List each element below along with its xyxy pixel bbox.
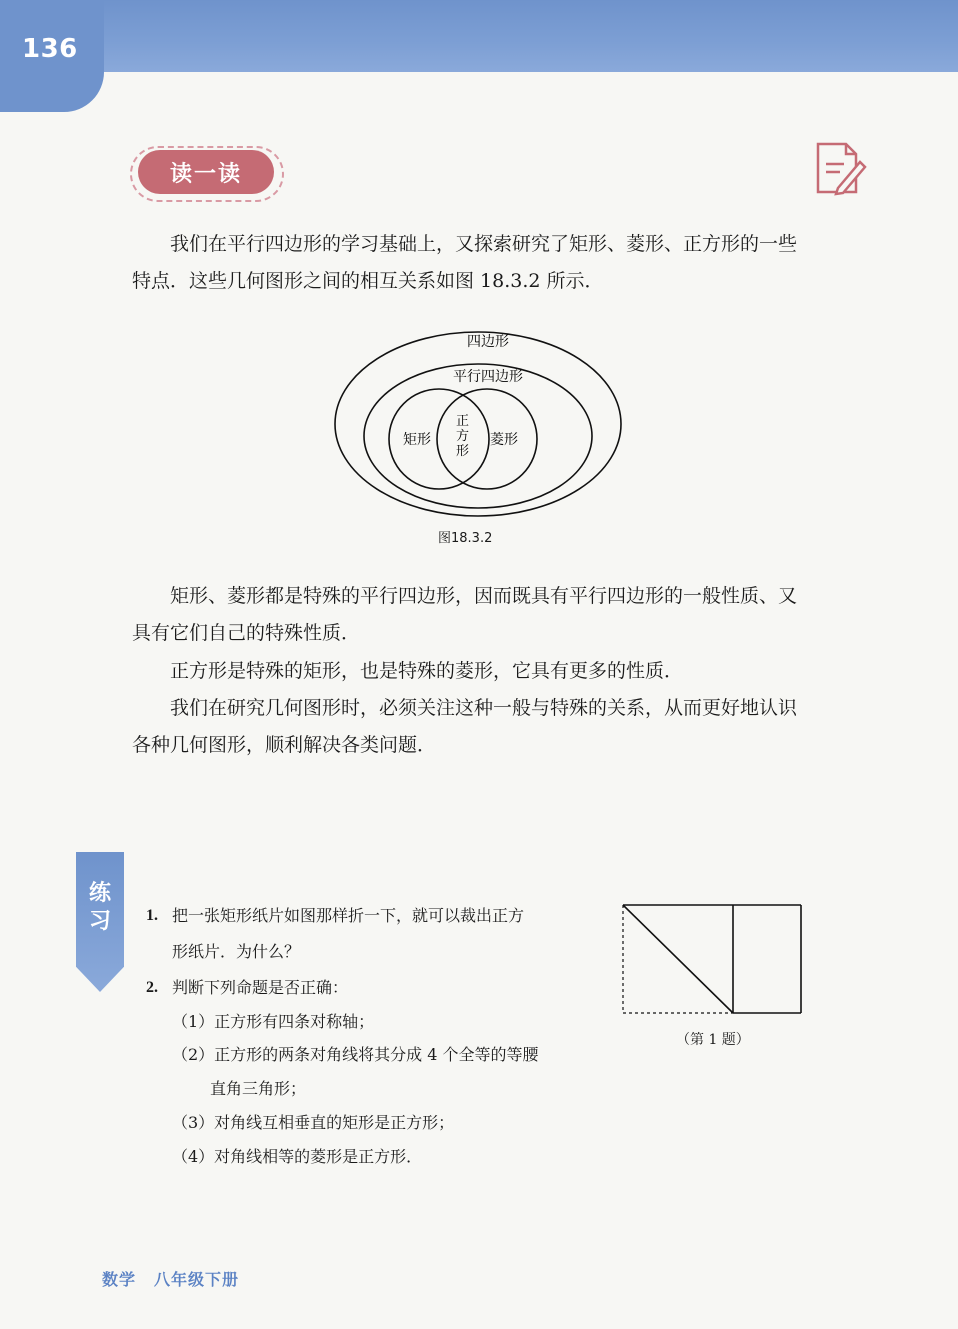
figure-1-caption: （第 1 题）: [676, 1032, 750, 1048]
question-1-line-1: 把一张矩形纸片如图那样折一下，就可以裁出正方: [172, 906, 525, 925]
question-2-item-3: （3）对角线互相垂直的矩形是正方形；: [172, 1113, 455, 1132]
square-label-char-2: 方: [456, 429, 470, 444]
question-2-item-2: （2）正方形的两条对角线将其分成 4 个全等的等腰: [172, 1045, 539, 1064]
figure-caption: 图18.3.2: [438, 531, 493, 546]
paragraph-special-parallelograms: 矩形、菱形都是特殊的平行四边形，因而既具有平行四边形的一般性质、又具有它们自己的特殊性质．: [132, 585, 798, 644]
question-1-number: 1.: [146, 907, 158, 924]
rhombus-circle: [437, 389, 537, 489]
rhombus-label: 菱形: [490, 432, 518, 448]
quadrilateral-label: 四边形: [467, 334, 509, 350]
parallelogram-ellipse: [364, 364, 592, 508]
question-2-item-4: （4）对角线相等的菱形是正方形．: [172, 1147, 423, 1166]
question-2-number: 2.: [146, 979, 158, 996]
footer-subject: 数学: [102, 1270, 137, 1289]
read-section-badge: 读一读: [138, 150, 274, 194]
square-label-char-3: 形: [456, 444, 470, 459]
paragraph-square: 正方形是特殊的矩形，也是特殊的菱形，它具有更多的性质．: [170, 660, 684, 682]
folded-paper-figure: [620, 902, 806, 1020]
exercise-label: 练 习: [88, 881, 111, 934]
top-header-band: [0, 0, 958, 72]
rectangle-label: 矩形: [403, 432, 431, 448]
paragraph-general-special: 我们在研究几何图形时，必须关注这种一般与特殊的关系，从而更好地认识各种几何图形，顺利解决各类问题．: [132, 697, 798, 756]
footer-grade: 八年级下册: [154, 1270, 240, 1289]
venn-diagram: [328, 326, 628, 526]
question-2-item-1: （1）正方形有四条对称轴；: [172, 1012, 375, 1031]
square-label-char-1: 正: [456, 414, 470, 429]
page-number: 136: [22, 34, 78, 64]
footer: [102, 1267, 257, 1290]
question-2-item-2-cont: 直角三角形；: [210, 1079, 307, 1098]
note-pencil-icon: [808, 138, 868, 200]
question-2-text: 判断下列命题是否正确：: [172, 978, 349, 997]
parallelogram-label: 平行四边形: [453, 369, 523, 385]
intro-paragraph: 我们在平行四边形的学习基础上，又探索研究了矩形、菱形、正方形的一些特点．这些几何图形之间的相互关系如图 18.3.2 所示．: [132, 233, 798, 292]
question-1-line-2: 形纸片．为什么？: [172, 942, 301, 961]
